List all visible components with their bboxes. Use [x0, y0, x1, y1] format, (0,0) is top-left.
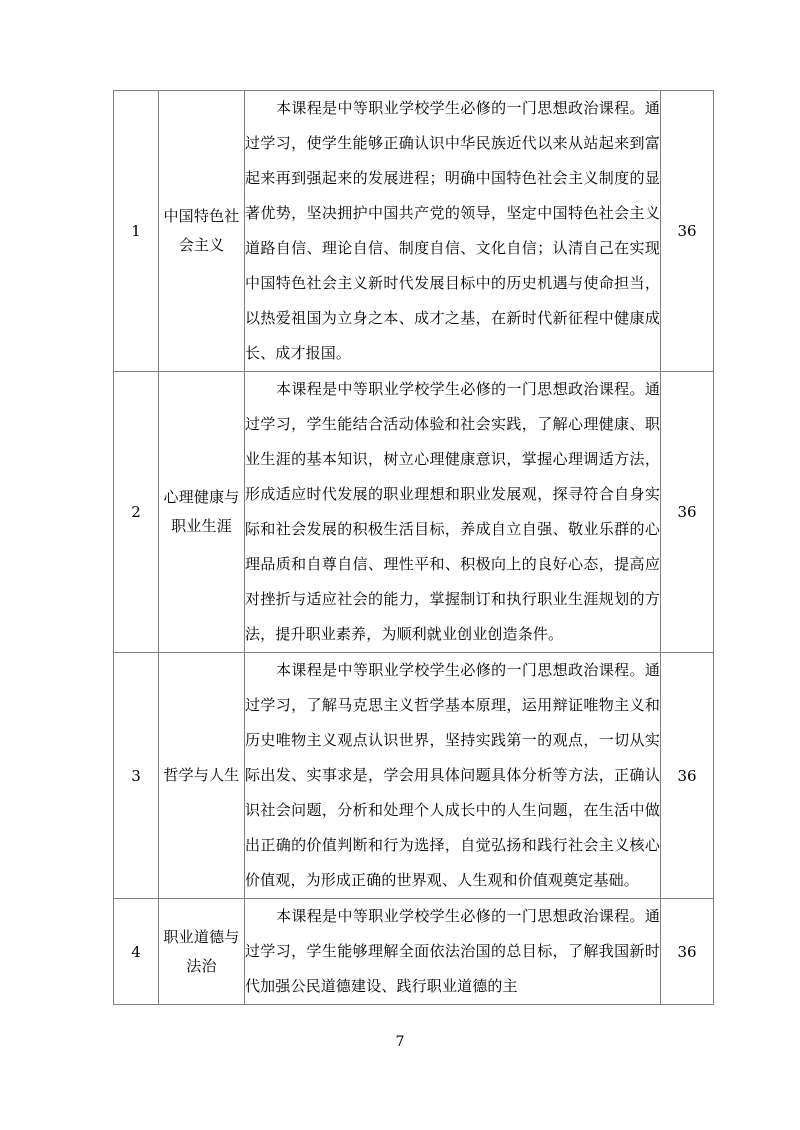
- course-index: 3: [114, 653, 159, 899]
- table-row: [114, 653, 714, 899]
- course-index: 1: [114, 91, 159, 372]
- course-hours: 36: [661, 372, 714, 653]
- table-row: [114, 91, 714, 372]
- course-hours: 36: [661, 899, 714, 1005]
- course-name: 中国特色社会主义: [159, 91, 245, 372]
- course-description: 本课程是中等职业学校学生必修的一门思想政治课程。通过学习，学生能结合活动体验和社会实践，了解心理健康、职业生涯的基本知识，树立心理健康意识，掌握心理调适方法，形成适应时代发展的职业理想和职业发展观，探寻符合自身实际和社会发展的积极生活目标，养成自立自强、敬业乐群的心理品质和自尊自信、理性平和、积极向上的良好心态，提高应对挫折与适应社会的能力，掌握制订和执行职业生涯规划的方法，提升职业素养，为顺利就业创业创造条件。: [245, 372, 661, 653]
- course-hours: 36: [661, 91, 714, 372]
- course-hours: 36: [661, 653, 714, 899]
- course-name: 哲学与人生: [159, 653, 245, 899]
- course-description: 本课程是中等职业学校学生必修的一门思想政治课程。通过学习，了解马克思主义哲学基本原理，运用辩证唯物主义和历史唯物主义观点认识世界，坚持实践第一的观点，一切从实际出发、实事求是，学会用具体问题具体分析等方法，正确认识社会问题，分析和处理个人成长中的人生问题，在生活中做出正确的价值判断和行为选择，自觉弘扬和践行社会主义核心价值观，为形成正确的世界观、人生观和价值观奠定基础。: [245, 653, 661, 899]
- course-description: 本课程是中等职业学校学生必修的一门思想政治课程。通过学习，使学生能够正确认识中华民族近代以来从站起来到富起来再到强起来的发展进程；明确中国特色社会主义制度的显著优势，坚决拥护中国共产党的领导，坚定中国特色社会主义道路自信、理论自信、制度自信、文化自信；认清自己在实现中国特色社会主义新时代发展目标中的历史机遇与使命担当，以热爱祖国为立身之本、成才之基，在新时代新征程中健康成长、成才报国。: [245, 91, 661, 372]
- page-number: 7: [395, 1034, 405, 1050]
- course-description: 本课程是中等职业学校学生必修的一门思想政治课程。通过学习，学生能够理解全面依法治国的总目标，了解我国新时代加强公民道德建设、践行职业道德的主: [245, 899, 661, 1005]
- course-index: 4: [114, 899, 159, 1005]
- course-name: 职业道德与法治: [159, 899, 245, 1005]
- table-body: [114, 91, 714, 1005]
- course-description-table: [113, 90, 714, 1005]
- course-name: 心理健康与职业生涯: [159, 372, 245, 653]
- course-index: 2: [114, 372, 159, 653]
- table-row: [114, 372, 714, 653]
- table-row: [114, 899, 714, 1005]
